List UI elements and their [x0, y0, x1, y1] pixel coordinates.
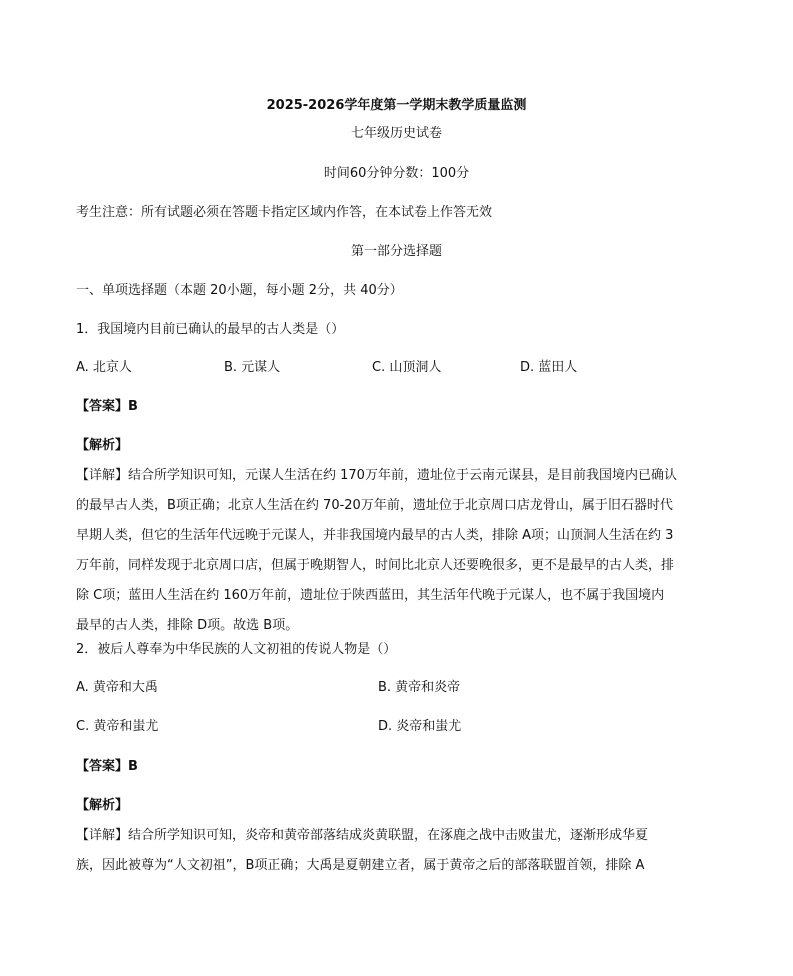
question-1-option-d: D. 蓝田人: [520, 360, 578, 375]
question-1-analysis-label: 【解析】: [76, 438, 129, 453]
question-1-stem: 1．我国境内目前已确认的最早的古人类是（）: [76, 322, 345, 337]
question-2-option-d: D. 炎帝和蚩尤: [378, 719, 462, 734]
exam-subtitle: 七年级历史试卷: [350, 126, 442, 141]
detail-line: 的最早古人类，B项正确；北京人生活在约 70-20万年前，遗址位于北京周口店龙骨山，属于旧石器时代: [76, 498, 673, 513]
exam-title: 2025-2026学年度第一学期末教学质量监测: [266, 98, 527, 113]
candidate-notice: 考生注意：所有试题必须在答题卡指定区域内作答，在本试卷上作答无效: [76, 205, 493, 220]
detail-line: 【详解】结合所学知识可知，元谋人生活在约 170万年前，遗址位于云南元谋县，是目前我国境内已确认: [76, 468, 677, 483]
detail-line: 族，因此被尊为“人文初祖”，B项正确；大禹是夏朝建立者，属于黄帝之后的部落联盟首领，排除 A: [76, 858, 645, 873]
question-2-option-b: B. 黄帝和炎帝: [378, 680, 461, 695]
question-2-option-c: C. 黄帝和蚩尤: [76, 719, 159, 734]
question-1-detail: [76, 461, 716, 641]
detail-line: 万年前，同样发现于北京周口店，但属于晚期智人，时间比北京人还要晚很多，更不是最早的古人类，排: [76, 558, 675, 573]
detail-line: 最早的古人类，排除 D项。故选 B项。: [76, 618, 299, 633]
detail-line: 除 C项；蓝田人生活在约 160万年前，遗址位于陕西蓝田，其生活年代晚于元谋人，也不属于我国境内: [76, 588, 665, 603]
question-1-answer: 【答案】B: [76, 399, 138, 414]
question-1-option-c: C. 山顶洞人: [372, 360, 442, 375]
detail-line: 【详解】结合所学知识可知，炎帝和黄帝部落结成炎黄联盟，在涿鹿之战中击败蚩尤，逐渐形成华夏: [76, 828, 649, 843]
question-1-option-b: B. 元谋人: [224, 360, 281, 375]
section-heading: 一、单项选择题（本题 20小题，每小题 2分，共 40分）: [76, 283, 403, 298]
question-2-option-a: A. 黄帝和大禹: [76, 680, 158, 695]
question-2-answer: 【答案】B: [76, 759, 138, 774]
part-title: 第一部分选择题: [350, 244, 442, 259]
detail-line: 早期人类，但它的生活年代远晚于元谋人，并非我国境内最早的古人类，排除 A项；山顶洞人生活在约 3: [76, 528, 674, 543]
question-2-detail: [76, 821, 716, 881]
question-1-option-a: A. 北京人: [76, 360, 132, 375]
question-2-stem: 2．被后人尊奉为中华民族的人文初祖的传说人物是（）: [76, 642, 397, 657]
question-2-analysis-label: 【解析】: [76, 798, 129, 813]
time-score: 时间60分钟分数：100分: [323, 166, 470, 181]
